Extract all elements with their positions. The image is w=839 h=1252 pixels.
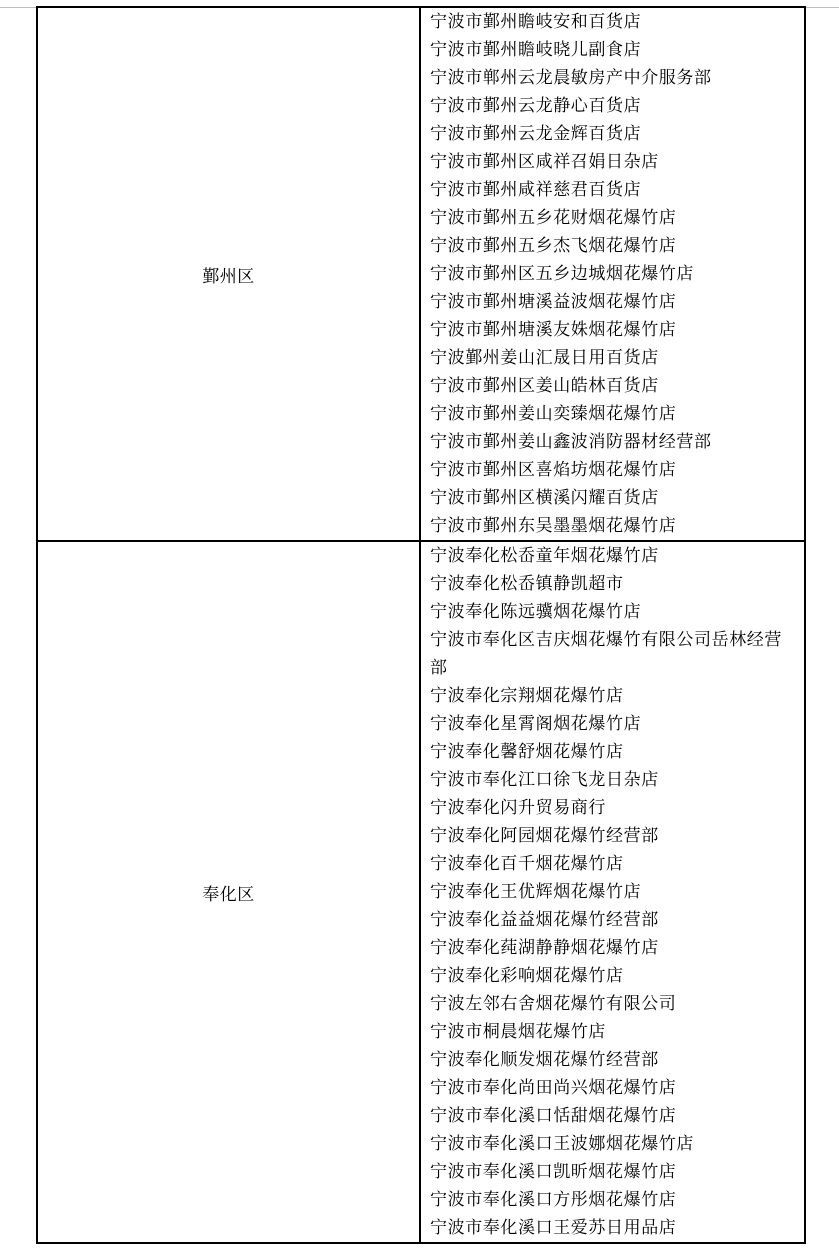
list-item: 宁波市奉化区吉庆烟花爆竹有限公司岳林经营部 xyxy=(430,630,782,678)
list-item: 宁波市鄞州区咸祥召娟日杂店 xyxy=(430,152,659,172)
list-item: 宁波奉化莼湖静静烟花爆竹店 xyxy=(430,938,659,958)
list-item: 宁波市奉化溪口王爱苏日用品店 xyxy=(430,1218,677,1238)
list-item: 宁波市鄞州塘溪益波烟花爆竹店 xyxy=(430,292,677,312)
list-item: 宁波奉化松岙童年烟花爆竹店 xyxy=(430,546,659,566)
district-name: 鄞州区 xyxy=(202,266,255,287)
list-item: 宁波奉化宗翔烟花爆竹店 xyxy=(430,686,624,706)
list-item: 宁波市鄞州姜山奕臻烟花爆竹店 xyxy=(430,404,677,424)
table-row xyxy=(37,541,805,1243)
list-item: 宁波奉化陈远骥烟花爆竹店 xyxy=(430,602,642,622)
list-item: 宁波奉化松岙镇静凯超市 xyxy=(430,574,624,594)
list-item: 宁波奉化益益烟花爆竹经营部 xyxy=(430,910,659,930)
list-item: 宁波市奉化溪口王波娜烟花爆竹店 xyxy=(430,1134,694,1154)
list-item: 宁波市鄞州区喜焰坊烟花爆竹店 xyxy=(430,460,677,480)
list-item: 宁波市鄞州瞻岐安和百货店 xyxy=(430,12,642,32)
list-item: 宁波市奉化溪口凯昕烟花爆竹店 xyxy=(430,1162,677,1182)
store-list-table xyxy=(36,6,806,1244)
list-item: 宁波市鄞州塘溪友姝烟花爆竹店 xyxy=(430,320,677,340)
district-name: 奉化区 xyxy=(202,884,255,905)
list-item: 宁波奉化王优辉烟花爆竹店 xyxy=(430,882,642,902)
list-item: 宁波市奉化尚田尚兴烟花爆竹店 xyxy=(430,1078,677,1098)
list-item: 宁波奉化顺发烟花爆竹经营部 xyxy=(430,1050,659,1070)
list-item: 宁波市奉化江口徐飞龙日杂店 xyxy=(430,770,659,790)
list-item: 宁波市鄞州区姜山皓林百货店 xyxy=(430,376,659,396)
list-item: 宁波奉化阿园烟花爆竹经营部 xyxy=(430,826,659,846)
list-item: 宁波奉化百千烟花爆竹店 xyxy=(430,854,624,874)
list-item: 宁波市桐晨烟花爆竹店 xyxy=(430,1022,606,1042)
store-list-cell xyxy=(420,7,805,541)
list-item: 宁波市郸州云龙晨敏房产中介服务部 xyxy=(430,68,712,88)
list-item: 宁波奉化星霄阁烟花爆竹店 xyxy=(430,714,642,734)
list-item: 宁波市鄞州姜山鑫波消防器材经营部 xyxy=(430,432,712,452)
list-item: 宁波市鄞州区五乡边城烟花爆竹店 xyxy=(430,264,694,284)
table-row xyxy=(37,7,805,541)
list-item: 宁波奉化闪升贸易商行 xyxy=(430,798,606,818)
list-item: 宁波市奉化溪口方彤烟花爆竹店 xyxy=(430,1190,677,1210)
district-cell xyxy=(37,7,420,541)
district-cell xyxy=(37,541,420,1243)
list-item: 宁波左邻右舍烟花爆竹有限公司 xyxy=(430,994,677,1014)
list-item: 宁波市奉化溪口恬甜烟花爆竹店 xyxy=(430,1106,677,1126)
list-item: 宁波市鄞州区横溪闪耀百货店 xyxy=(430,488,659,508)
list-item: 宁波奉化馨舒烟花爆竹店 xyxy=(430,742,624,762)
list-item: 宁波奉化彩响烟花爆竹店 xyxy=(430,966,624,986)
list-item: 宁波市鄞州云龙金辉百货店 xyxy=(430,124,642,144)
list-item: 宁波市鄞州东吴墨墨烟花爆竹店 xyxy=(430,516,677,536)
list-item: 宁波市鄞州五乡花财烟花爆竹店 xyxy=(430,208,677,228)
store-list-cell xyxy=(420,541,805,1243)
list-item: 宁波市鄞州咸祥慈君百货店 xyxy=(430,180,642,200)
list-item: 宁波市鄞州五乡杰飞烟花爆竹店 xyxy=(430,236,677,256)
list-item: 宁波市鄞州瞻岐晓儿副食店 xyxy=(430,40,642,60)
list-item: 宁波市鄞州云龙静心百货店 xyxy=(430,96,642,116)
list-item: 宁波鄞州姜山汇晟日用百货店 xyxy=(430,348,659,368)
